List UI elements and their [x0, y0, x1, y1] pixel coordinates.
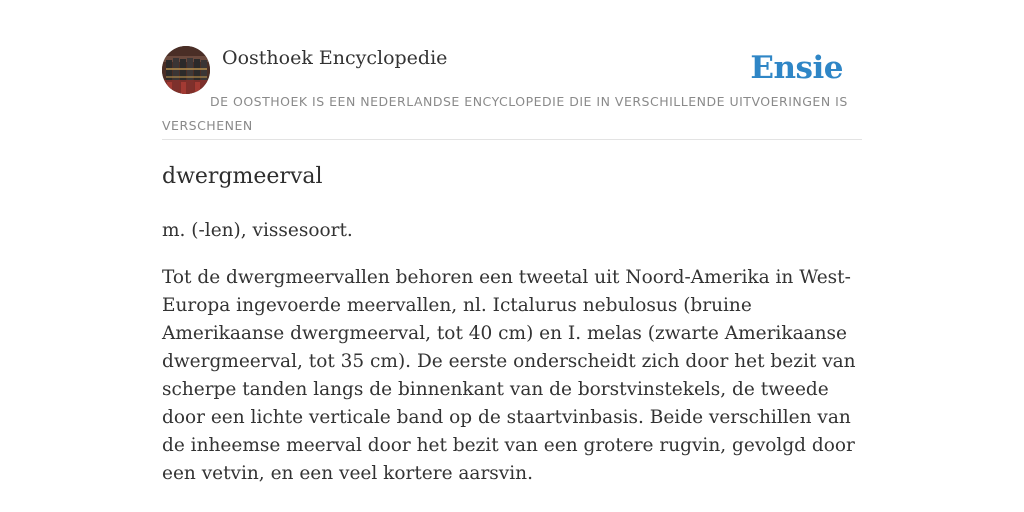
site-title[interactable]: Oosthoek Encyclopedie	[222, 47, 448, 69]
books-icon[interactable]	[162, 46, 210, 94]
entry-body: Tot de dwergmeervallen behoren een tweetal uit Noord-Amerika in West-Europa ingevoerde meervallen, nl. Ictalurus nebulosus (bruine Amerikaanse dwergmeerval, tot 40 cm) en I. melas (zwarte Amerikaanse dwergmeerval, tot 35 cm). De eerste onderscheidt zich door het bezit van scherpe tanden langs de binnenkant van de borstvinstekels, de tweede door een lichte verticale band op de staartvinbasis. Beide verschillen van de inheemse meerval door het bezit van een grotere rugvin, gevolgd door een vetvin, en een veel kortere aarsvin.	[162, 267, 856, 484]
entry-definition	[162, 217, 862, 507]
header-divider	[162, 139, 862, 140]
site-tagline: DE OOSTHOEK IS EEN NEDERLANDSE ENCYCLOPEDIE DIE IN VERSCHILLENDE UITVOERINGEN IS VERSCHENEN	[162, 94, 848, 133]
brand-logo-link[interactable]: Ensie	[750, 50, 843, 86]
entry-grammar: m. (-len), vissesoort.	[162, 220, 353, 241]
entry-term: dwergmeerval	[162, 164, 323, 189]
